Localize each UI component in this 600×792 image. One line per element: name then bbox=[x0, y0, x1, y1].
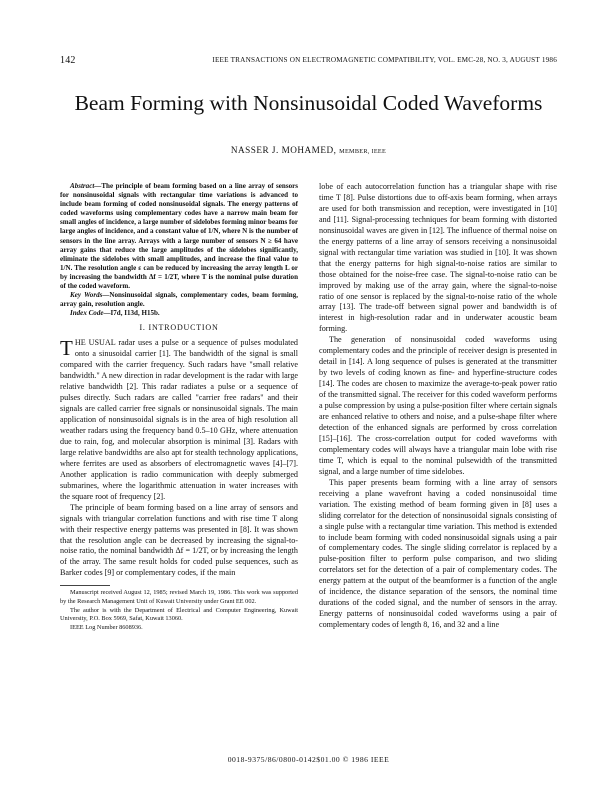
index-terms-text: Nonsinusoidal signals, complementary codes, beam forming, array gain, resolution angle. bbox=[60, 291, 298, 309]
index-code bbox=[60, 309, 298, 318]
copyright-footer: 0018-9375/86/0800-0142$01.00 © 1986 IEEE bbox=[227, 755, 390, 764]
body-paragraph-1: lobe of each autocorrelation function has a triangular shape with rise time T [8]. Pulse distortions due to off-axis beam forming, when arrays are used for both transmission and reception, were investigated in [10] and [11]. Signal-processing techniques for beam forming with distorted nonsinusoidal waves are given in [12]. The influence of thermal noise on the energy patterns of a line array of sensors receiving a nonsinusoidal signal with rectangular time variation was studied in [10]. It was shown that the energy patterns for high signal-to-noise ratios are similar to those obtained for the noise-free case. The signal-to-noise ratio can be improved by making use of the array gain, where the signal-to-noise ratio of one sensor is replaced by the signal-to-noise ratio of the whole array [13]. The trade-off between signal power and bandwidth is of interest in high-resolution radar and in underwater acoustic beam forming. bbox=[319, 182, 557, 334]
index-code-lead: Index Code— bbox=[70, 309, 111, 318]
body-paragraph-2: The generation of nonsinusoidal coded waveforms using complementary codes and the principle of receiver design is presented in detail in [14]. A long sequence of pulses is generated at the transmitter by two levels of coding known as fine- and hyperfine-structure codes [14]. The codes are chosen to maximize the average-to-peak power ratio of the transmitted signal. The receiver for this coded waveform performs a pulse compression by using a pulse-position filter where certain signals are enhanced relative to others and noise, and a pulse-shape filter where detection of the enhanced signals are performed by cross correlation [15]–[16]. The cross-correlation output for coded waveforms with complementary codes will always have a triangular main lobe with rise time T, which is equal to the nominal pulsewidth of the transmitted signal, and a large number of time sidelobes. bbox=[319, 335, 557, 476]
author-name: NASSER J. MOHAMED, bbox=[230, 145, 337, 155]
footnote-received: Manuscript received August 12, 1985; revised March 19, 1986. This work was supported by the Research Management Unit of Kuwait University under Grant EE 002. bbox=[60, 589, 298, 605]
abstract-lead: Abstract— bbox=[70, 182, 102, 190]
abstract bbox=[60, 182, 298, 291]
body-paragraph-3: This paper presents beam forming with a line array of sensors receiving a plane wavefront having a coded nonsinusoidal time variation. The existing method of beam forming given in [8] uses a sliding correlator for the detection of nonsinusoidal signals consisting of a single pulse with a rectangular time variation. This method is extended to include beam forming with coded nonsinusoidal signals using a pair of complementary codes. The single sliding correlator is replaced by a pulse-position filter to perform pulse comparison, and two sliding correlators set for the detection of a pair of complementary codes. The energy pattern at the output of the beamformer is a function of the angle of incidence, the distance separation of the sensors, the nominal time durations of the coded signal, and the number of sensors in the array. Energy patterns of nonsinusoidal coded waveforms using a pair of complementary codes of length 8, 16, and 32 and a line bbox=[319, 477, 557, 630]
index-terms-lead: Key Words— bbox=[70, 291, 110, 300]
right-column bbox=[319, 182, 557, 631]
author-line bbox=[60, 145, 557, 155]
author-membership: MEMBER, IEEE bbox=[339, 148, 387, 155]
journal-name: IEEE TRANSACTIONS ON ELECTROMAGNETIC COMPATIBILITY, VOL. EMC-28, NO. 3, AUGUST 1986 bbox=[212, 56, 557, 64]
footnote-affiliation: The author is with the Department of Electrical and Computer Engineering, Kuwait University, P.O. Box 5969, Safat, Kuwait 13060. bbox=[60, 606, 298, 622]
paper-title: Beam Forming with Nonsinusoidal Coded Waveforms bbox=[74, 91, 543, 115]
intro-paragraph-2: The principle of beam forming based on a line array of sensors and signals with triangular correlation functions and with rise time T along with their respective energy patterns was presented in [8]. It was shown that the resolution angle can be decreased by increasing the signal-to-noise ratio, the nominal bandwidth Δf = 1/2T, or by increasing the length of the array. The same result holds for coded pulse sequences, such as Barker codes [9] or complementary codes, if the main bbox=[60, 502, 298, 578]
footnote-log-number: IEEE Log Number 8608936. bbox=[70, 624, 143, 632]
intro-paragraph-1 bbox=[60, 338, 298, 502]
drop-cap: T bbox=[60, 336, 73, 361]
intro-paragraph-1-text: HE USUAL radar uses a pulse or a sequence of pulses modulated onto a sinusoidal carrier [1]. The bandwidth of the signal is small compared with the carrier frequency. Such radars have "small relative bandwidth." A new direction in radar development is the radar with large relative bandwidth [2]. This radar radiates a pulse or a sequence of pulses directly. Such radars are called "carrier free radars" and their signals are called carrier free signals or nonsinusoidal signals. The main application of nonsinusoidal signals is in the area of high resolution all weather radars using the frequency band 0.5–10 GHz, where attenuation due to rain, fog, and molecular absorption is minimal [3]. Radars with large relative bandwidths are also apt for stealth technology applications, where ferrites are used as absorbers of electromagnetic waves [4]–[7]. Another application is radio communication with deeply submerged submarines, where the logarithmic attenuation in water increases with the square root of frequency [2]. bbox=[60, 338, 298, 501]
index-terms bbox=[60, 291, 298, 309]
abstract-text: The principle of beam forming based on a line array of sensors for nonsinusoidal signals with rectangular time variations is advanced to include beam forming of coded nonsinusoidal signals. The energy patterns of coded waveforms using complementary codes have a narrow main beam for small angles of incidence, a large number of sidelobes forming minor beams for large angles of incidence, and a constant value of 1/N, where N is the number of sensors in the line array. Arrays with a large number of sensors N ≥ 64 have array gains that reduce the large amplitudes of the sidelobes significantly, eliminate the sidelobes with small amplitudes, and increase the final value to 1/N. The resolution angle ε can be reduced by increasing the array length L or by increasing the bandwidth Δf = 1/2T, where T is the nominal pulse duration of the coded waveform. bbox=[60, 182, 298, 291]
footnote-divider bbox=[60, 585, 110, 586]
left-column bbox=[60, 182, 298, 632]
page-number: 142 bbox=[60, 55, 76, 66]
index-code-text: I7d, I13d, H15b. bbox=[110, 309, 160, 318]
section-heading: I. INTRODUCTION bbox=[139, 323, 219, 333]
